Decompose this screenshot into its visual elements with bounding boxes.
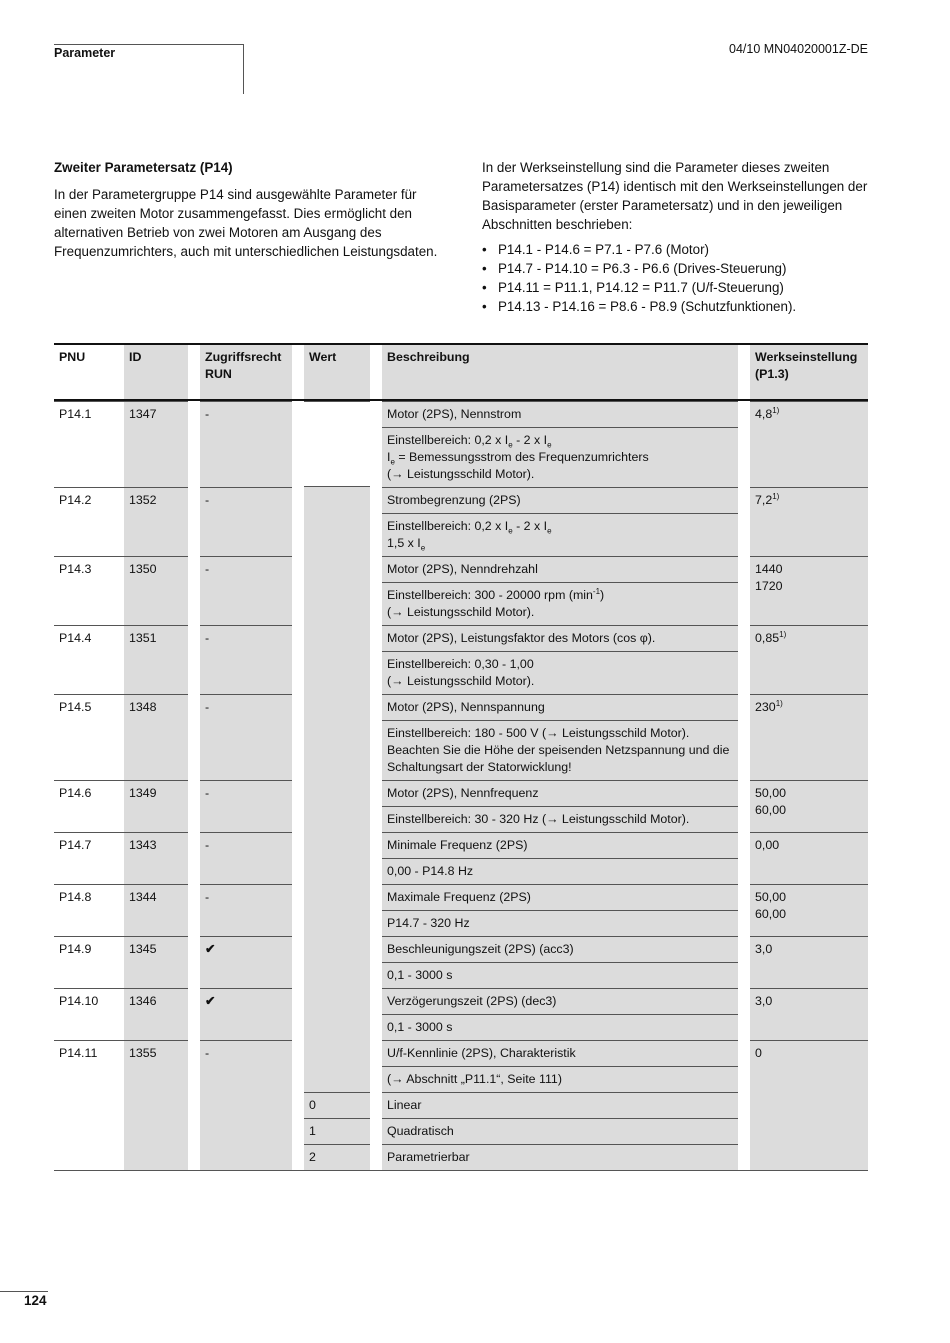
cell-wert	[304, 780, 370, 832]
cell-werk: 4,8$^{1)}$	[750, 401, 868, 487]
cell-id: 1344	[124, 884, 188, 936]
cell-pnu: P14.2	[54, 487, 124, 556]
table-row	[54, 487, 868, 513]
list-item: • P14.1 - P14.6 = P7.1 - P7.6 (Motor)	[482, 240, 878, 259]
cell-run: -	[200, 832, 292, 884]
cell-id: 1343	[124, 832, 188, 884]
cell-description: Motor (2PS), Nennstrom	[382, 401, 738, 427]
cell-werk: 0	[750, 1040, 868, 1171]
page-number: 124	[24, 1293, 47, 1308]
table-row	[54, 936, 868, 962]
cell-wert	[304, 625, 370, 694]
intro-right-column	[482, 158, 878, 316]
cell-id: 1351	[124, 625, 188, 694]
option-description: Quadratisch	[382, 1118, 738, 1144]
arrow-right-icon: →	[391, 674, 404, 688]
cell-description-detail: Einstellbereich: 30 - 320 Hz (→ Leistungsschild Motor).	[382, 806, 738, 832]
cell-werk: 0,85$^{1)}$	[750, 625, 868, 694]
col-header-id: ID	[124, 343, 188, 401]
cell-werk: 230$^{1)}$	[750, 694, 868, 780]
arrow-right-icon: →	[391, 1072, 404, 1086]
cell-wert	[304, 988, 370, 1040]
header-section-label: Parameter	[54, 46, 116, 60]
cell-wert	[304, 936, 370, 988]
footer-rule	[0, 1291, 48, 1292]
cell-werk: 50,00 60,00	[750, 884, 868, 936]
checkmark-icon: ✔	[200, 988, 292, 1040]
option-description: Parametrierbar	[382, 1144, 738, 1171]
cell-wert	[304, 1040, 370, 1092]
table-row	[54, 884, 868, 910]
cell-werk: 3,0	[750, 936, 868, 988]
table-row	[54, 694, 868, 720]
checkmark-icon: ✔	[200, 936, 292, 988]
cell-description: Motor (2PS), Nenndrehzahl	[382, 556, 738, 582]
table-row	[54, 556, 868, 582]
cell-run: -	[200, 884, 292, 936]
option-description: Linear	[382, 1092, 738, 1118]
cell-description: Minimale Frequenz (2PS)	[382, 832, 738, 858]
cell-id: 1355	[124, 1040, 188, 1171]
col-header-wert: Wert	[304, 343, 370, 401]
cell-pnu: P14.3	[54, 556, 124, 625]
col-header-pnu: PNU	[54, 343, 124, 401]
option-value: 2	[304, 1144, 370, 1171]
cell-run: -	[200, 487, 292, 556]
cell-description: Motor (2PS), Nennfrequenz	[382, 780, 738, 806]
table-row	[54, 832, 868, 858]
cell-werk: 0,00	[750, 832, 868, 884]
cell-description: Verzögerungszeit (2PS) (dec3)	[382, 988, 738, 1014]
option-value: 0	[304, 1092, 370, 1118]
table-row	[54, 988, 868, 1014]
section-title: Zweiter Parametersatz (P14)	[54, 160, 233, 175]
cell-description-detail: Einstellbereich: 300 - 20000 rpm $(\min^{-1})$ (→ Leistungsschild Motor).	[382, 582, 738, 625]
cell-pnu: P14.4	[54, 625, 124, 694]
cell-werk: 3,0	[750, 988, 868, 1040]
cell-pnu: P14.8	[54, 884, 124, 936]
cell-run: -	[200, 1040, 292, 1171]
cell-pnu: P14.5	[54, 694, 124, 780]
cell-description-detail: Einstellbereich: 0,30 - 1,00 (→ Leistungsschild Motor).	[382, 651, 738, 694]
col-header-beschreibung: Beschreibung	[382, 343, 738, 401]
arrow-right-icon: →	[546, 726, 559, 740]
cell-description: Beschleunigungszeit (2PS) (acc3)	[382, 936, 738, 962]
cell-pnu: P14.11	[54, 1040, 124, 1171]
cell-pnu: P14.1	[54, 401, 124, 487]
cell-description-detail: 0,00 - P14.8 Hz	[382, 858, 738, 884]
cell-run: -	[200, 625, 292, 694]
cell-run: -	[200, 694, 292, 780]
header-rule	[54, 44, 244, 45]
table-header-row	[54, 343, 868, 401]
arrow-right-icon: →	[391, 605, 404, 619]
cell-description-detail: 0,1 - 3000 s	[382, 962, 738, 988]
list-item: • P14.13 - P14.16 = P8.6 - P8.9 (Schutzfunktionen).	[482, 297, 878, 316]
cell-wert	[304, 401, 370, 487]
cell-werk: 1440 1720	[750, 556, 868, 625]
cell-werk: 50,00 60,00	[750, 780, 868, 832]
parameter-table	[54, 343, 868, 1171]
cell-description-detail: Einstellbereich: 0,2 x $I_e - 2$ x $I_e$ $I_e$ = Bemessungsstrom des Frequenzumrichters (→ Leistungsschild Motor).	[382, 427, 738, 487]
cell-wert	[304, 884, 370, 936]
cell-description-detail: Einstellbereich: 180 - 500 V (→ Leistungsschild Motor). Beachten Sie die Höhe der speisenden Netzspannung und die Schaltungsart der Statorwicklung!	[382, 720, 738, 780]
cell-wert	[304, 694, 370, 780]
option-value: 1	[304, 1118, 370, 1144]
cell-wert	[304, 556, 370, 625]
cell-description: Motor (2PS), Leistungsfaktor des Motors (cos φ).	[382, 625, 738, 651]
list-item: • P14.11 = P11.1, P14.12 = P11.7 (U/f-Steuerung)	[482, 278, 878, 297]
cell-run: -	[200, 401, 292, 487]
cell-id: 1348	[124, 694, 188, 780]
cell-werk: 7,2$^{1)}$	[750, 487, 868, 556]
cell-description-detail: Einstellbereich: 0,2 x $I_e - 2$ x $I_e$ 1,5 x $I_e$	[382, 513, 738, 556]
col-header-werkseinstellung: Werkseinstellung (P1.3)	[750, 343, 868, 401]
list-item: • P14.7 - P14.10 = P6.3 - P6.6 (Drives-Steuerung)	[482, 259, 878, 278]
cell-id: 1350	[124, 556, 188, 625]
cell-description-detail: 0,1 - 3000 s	[382, 1014, 738, 1040]
cell-description: Strombegrenzung (2PS)	[382, 487, 738, 513]
cell-run: -	[200, 556, 292, 625]
arrow-right-icon: →	[391, 467, 404, 481]
cell-run: -	[200, 780, 292, 832]
col-header-zugriffsrecht: Zugriffsrecht RUN	[200, 343, 292, 401]
cell-pnu: P14.9	[54, 936, 124, 988]
table-row	[54, 625, 868, 651]
cell-pnu: P14.10	[54, 988, 124, 1040]
cell-id: 1347	[124, 401, 188, 487]
cell-pnu: P14.7	[54, 832, 124, 884]
table-row	[54, 1040, 868, 1066]
table-row	[54, 401, 868, 427]
cell-wert	[304, 832, 370, 884]
cell-id: 1345	[124, 936, 188, 988]
cell-description: Maximale Frequenz (2PS)	[382, 884, 738, 910]
cell-pnu: P14.6	[54, 780, 124, 832]
cell-wert	[304, 487, 370, 556]
cell-id: 1352	[124, 487, 188, 556]
mapping-list	[482, 240, 878, 316]
cell-description: Motor (2PS), Nennspannung	[382, 694, 738, 720]
cell-id: 1346	[124, 988, 188, 1040]
cell-description-detail: (→ Abschnitt „P11.1“, Seite 111)	[382, 1066, 738, 1092]
table-row	[54, 780, 868, 806]
arrow-right-icon: →	[546, 812, 559, 826]
intro-left-text: In der Parametergruppe P14 sind ausgewählte Parameter für einen zweiten Motor zusammengefasst. Dies ermöglicht den alternativen Betrieb von zwei Motoren am Ausgang des Frequenzumrichters, auch mit unterschiedlichen Leistungsdaten.	[54, 187, 438, 259]
intro-left-column	[54, 158, 450, 261]
cell-description-detail: P14.7 - 320 Hz	[382, 910, 738, 936]
header-rule-vertical	[243, 44, 244, 94]
intro-right-text: In der Werkseinstellung sind die Parameter dieses zweiten Parametersatzes (P14) identisch mit den Werkseinstellungen der Basisparameter (erster Parametersatz) und in den jeweiligen Abschnitten beschrieben:	[482, 160, 868, 232]
header-doc-number: 04/10 MN04020001Z-DE	[729, 42, 868, 56]
cell-description: U/f-Kennlinie (2PS), Charakteristik	[382, 1040, 738, 1066]
cell-id: 1349	[124, 780, 188, 832]
